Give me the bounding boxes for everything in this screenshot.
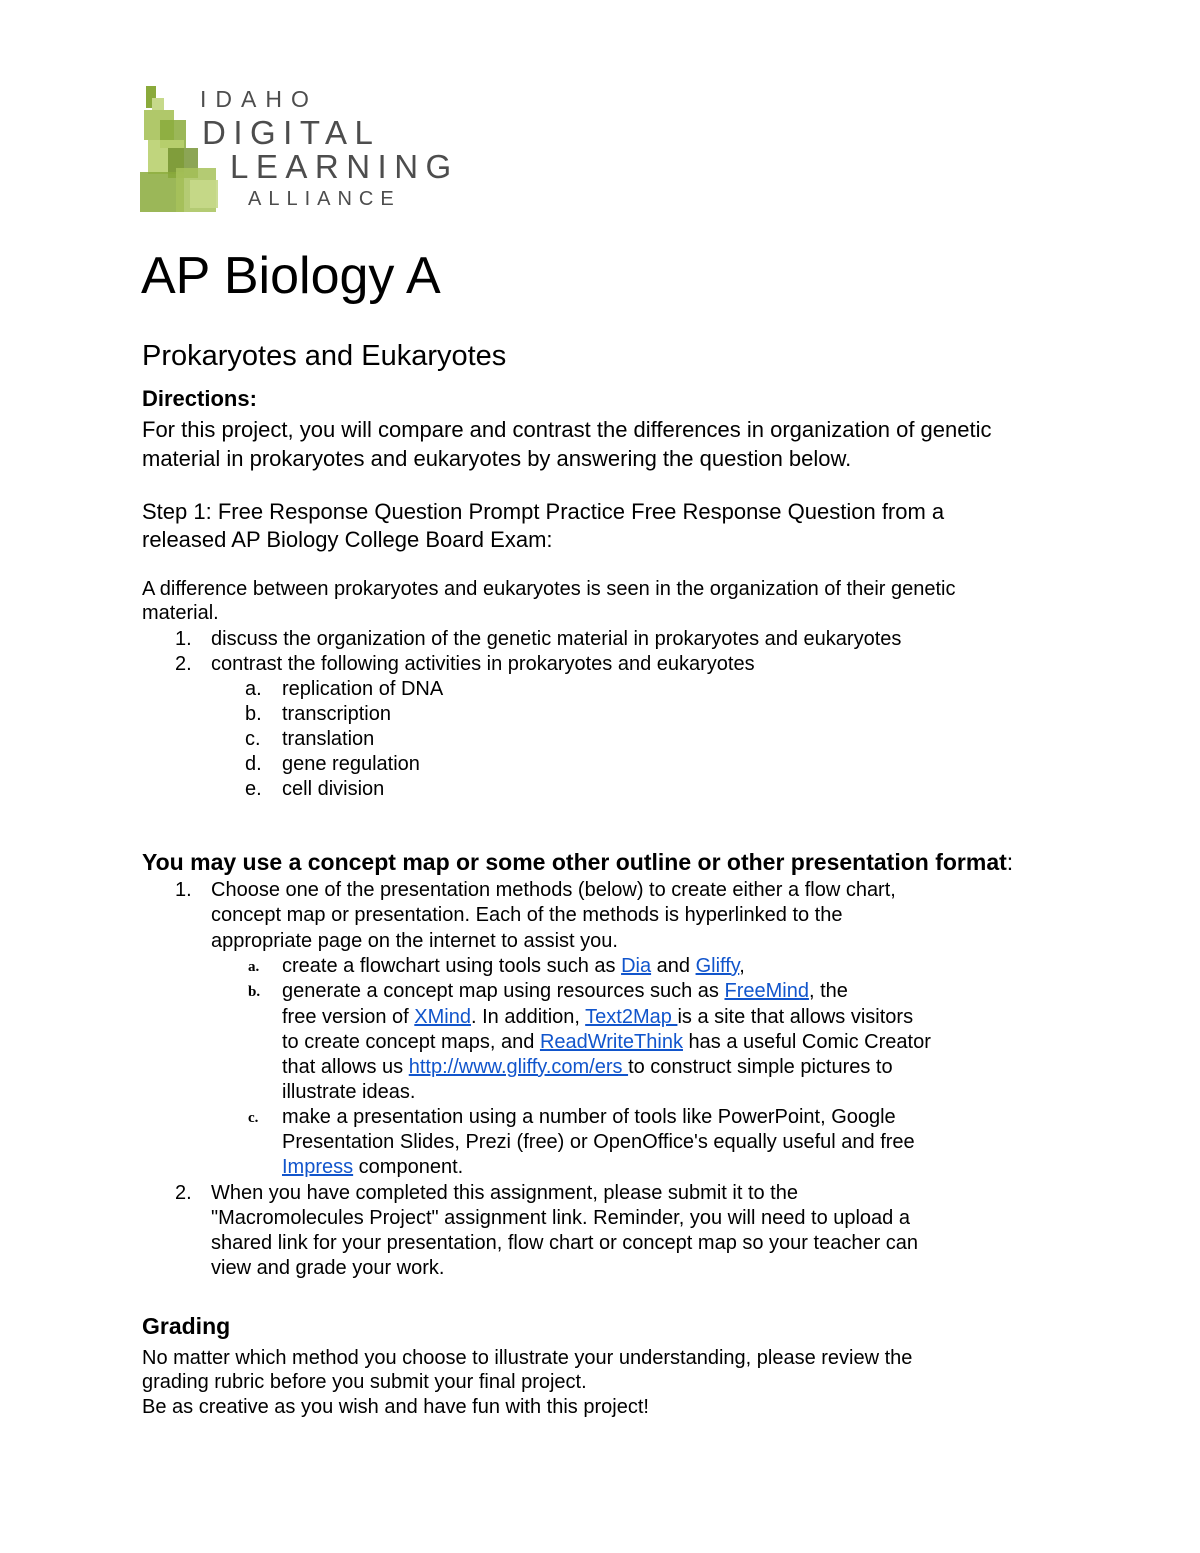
- idla-logo: [138, 84, 468, 216]
- logo-text-idaho: IDAHO: [200, 86, 318, 112]
- list-item: make a presentation using a number of tools like PowerPoint, Google: [282, 1106, 896, 1128]
- list-marker: 2.: [175, 1182, 192, 1204]
- list-item: that allows us http://www.gliffy.com/ers to construct simple pictures to: [282, 1056, 893, 1078]
- may-use-heading-colon: :: [1006, 849, 1014, 875]
- list-marker: 1.: [175, 879, 192, 901]
- logo-text-alliance: ALLIANCE: [248, 188, 401, 210]
- grading-heading: Grading: [142, 1313, 231, 1339]
- step1-line: released AP Biology College Board Exam:: [142, 527, 553, 552]
- list-marker: c.: [248, 1110, 259, 1126]
- link-xmind[interactable]: XMind: [414, 1006, 471, 1028]
- list-item: free version of XMind. In addition, Text2Map is a site that allows visitors: [282, 1006, 914, 1028]
- list-item: Impress component.: [282, 1156, 464, 1178]
- list-item: appropriate page on the internet to assist you.: [211, 930, 618, 952]
- directions-heading: Directions:: [142, 386, 257, 411]
- list-item: "Macromolecules Project" assignment link. Reminder, you will need to upload a: [211, 1207, 910, 1229]
- link-text2map[interactable]: Text2Map: [585, 1006, 678, 1028]
- link-gliffy-ers[interactable]: http://www.gliffy.com/ers: [408, 1056, 629, 1078]
- may-use-heading-text: You may use a concept map or some other outline or other presentation format: [142, 849, 1007, 875]
- list-marker: b.: [248, 984, 261, 1000]
- list-marker: d.: [245, 753, 262, 775]
- link-gliffy[interactable]: Gliffy: [695, 955, 740, 977]
- list-item: to create concept maps, and ReadWriteThink has a useful Comic Creator: [282, 1031, 931, 1053]
- list-item: view and grade your work.: [211, 1257, 445, 1279]
- list-marker: 2.: [175, 653, 192, 675]
- list-item: When you have completed this assignment, please submit it to the: [211, 1182, 798, 1204]
- link-dia[interactable]: Dia: [621, 955, 652, 977]
- list-marker: a.: [248, 959, 260, 975]
- logo-text-learning: LEARNING: [230, 148, 459, 185]
- link-impress[interactable]: Impress: [282, 1156, 354, 1178]
- directions-line: For this project, you will compare and contrast the differences in organization of genetic: [142, 417, 992, 442]
- link-freemind[interactable]: FreeMind: [724, 980, 809, 1002]
- list-marker: 1.: [175, 628, 192, 650]
- list-item: cell division: [282, 778, 385, 800]
- logo-text-digital: DIGITAL: [202, 114, 381, 151]
- prompt-line: material.: [142, 602, 219, 624]
- page-subtitle: Prokaryotes and Eukaryotes: [142, 340, 507, 372]
- list-item: discuss the organization of the genetic material in prokaryotes and eukaryotes: [211, 628, 902, 650]
- list-item: create a flowchart using tools such as Dia and Gliffy,: [282, 955, 745, 977]
- list-item: shared link for your presentation, flow chart or concept map so your teacher can: [211, 1232, 919, 1254]
- list-item: transcription: [282, 703, 391, 725]
- may-use-heading: [142, 848, 1013, 876]
- link-readwritethink[interactable]: ReadWriteThink: [539, 1031, 683, 1053]
- prompt-line: A difference between prokaryotes and eukaryotes is seen in the organization of their genetic: [142, 578, 956, 600]
- grading-line: Be as creative as you wish and have fun with this project!: [142, 1396, 649, 1418]
- list-marker: e.: [245, 778, 262, 800]
- list-item: replication of DNA: [282, 678, 444, 700]
- list-item: gene regulation: [282, 753, 420, 775]
- directions-line: material in prokaryotes and eukaryotes by answering the question below.: [142, 446, 852, 471]
- list-item: contrast the following activities in prokaryotes and eukaryotes: [211, 653, 755, 675]
- step1-line: Step 1: Free Response Question Prompt Practice Free Response Question from a: [142, 499, 945, 524]
- grading-line: grading rubric before you submit your final project.: [142, 1371, 587, 1393]
- list-marker: c.: [245, 728, 261, 750]
- list-marker: a.: [245, 678, 262, 700]
- page-title: AP Biology A: [141, 247, 441, 305]
- list-item: translation: [282, 728, 375, 750]
- list-item: Choose one of the presentation methods (below) to create either a flow chart,: [211, 879, 896, 901]
- list-item: Presentation Slides, Prezi (free) or OpenOffice's equally useful and free: [282, 1131, 915, 1153]
- list-item: generate a concept map using resources such as FreeMind, the: [282, 980, 848, 1002]
- list-item: concept map or presentation. Each of the methods is hyperlinked to the: [211, 904, 843, 926]
- list-marker: b.: [245, 703, 262, 725]
- grading-line: No matter which method you choose to illustrate your understanding, please review the: [142, 1347, 913, 1369]
- list-item: illustrate ideas.: [282, 1081, 416, 1103]
